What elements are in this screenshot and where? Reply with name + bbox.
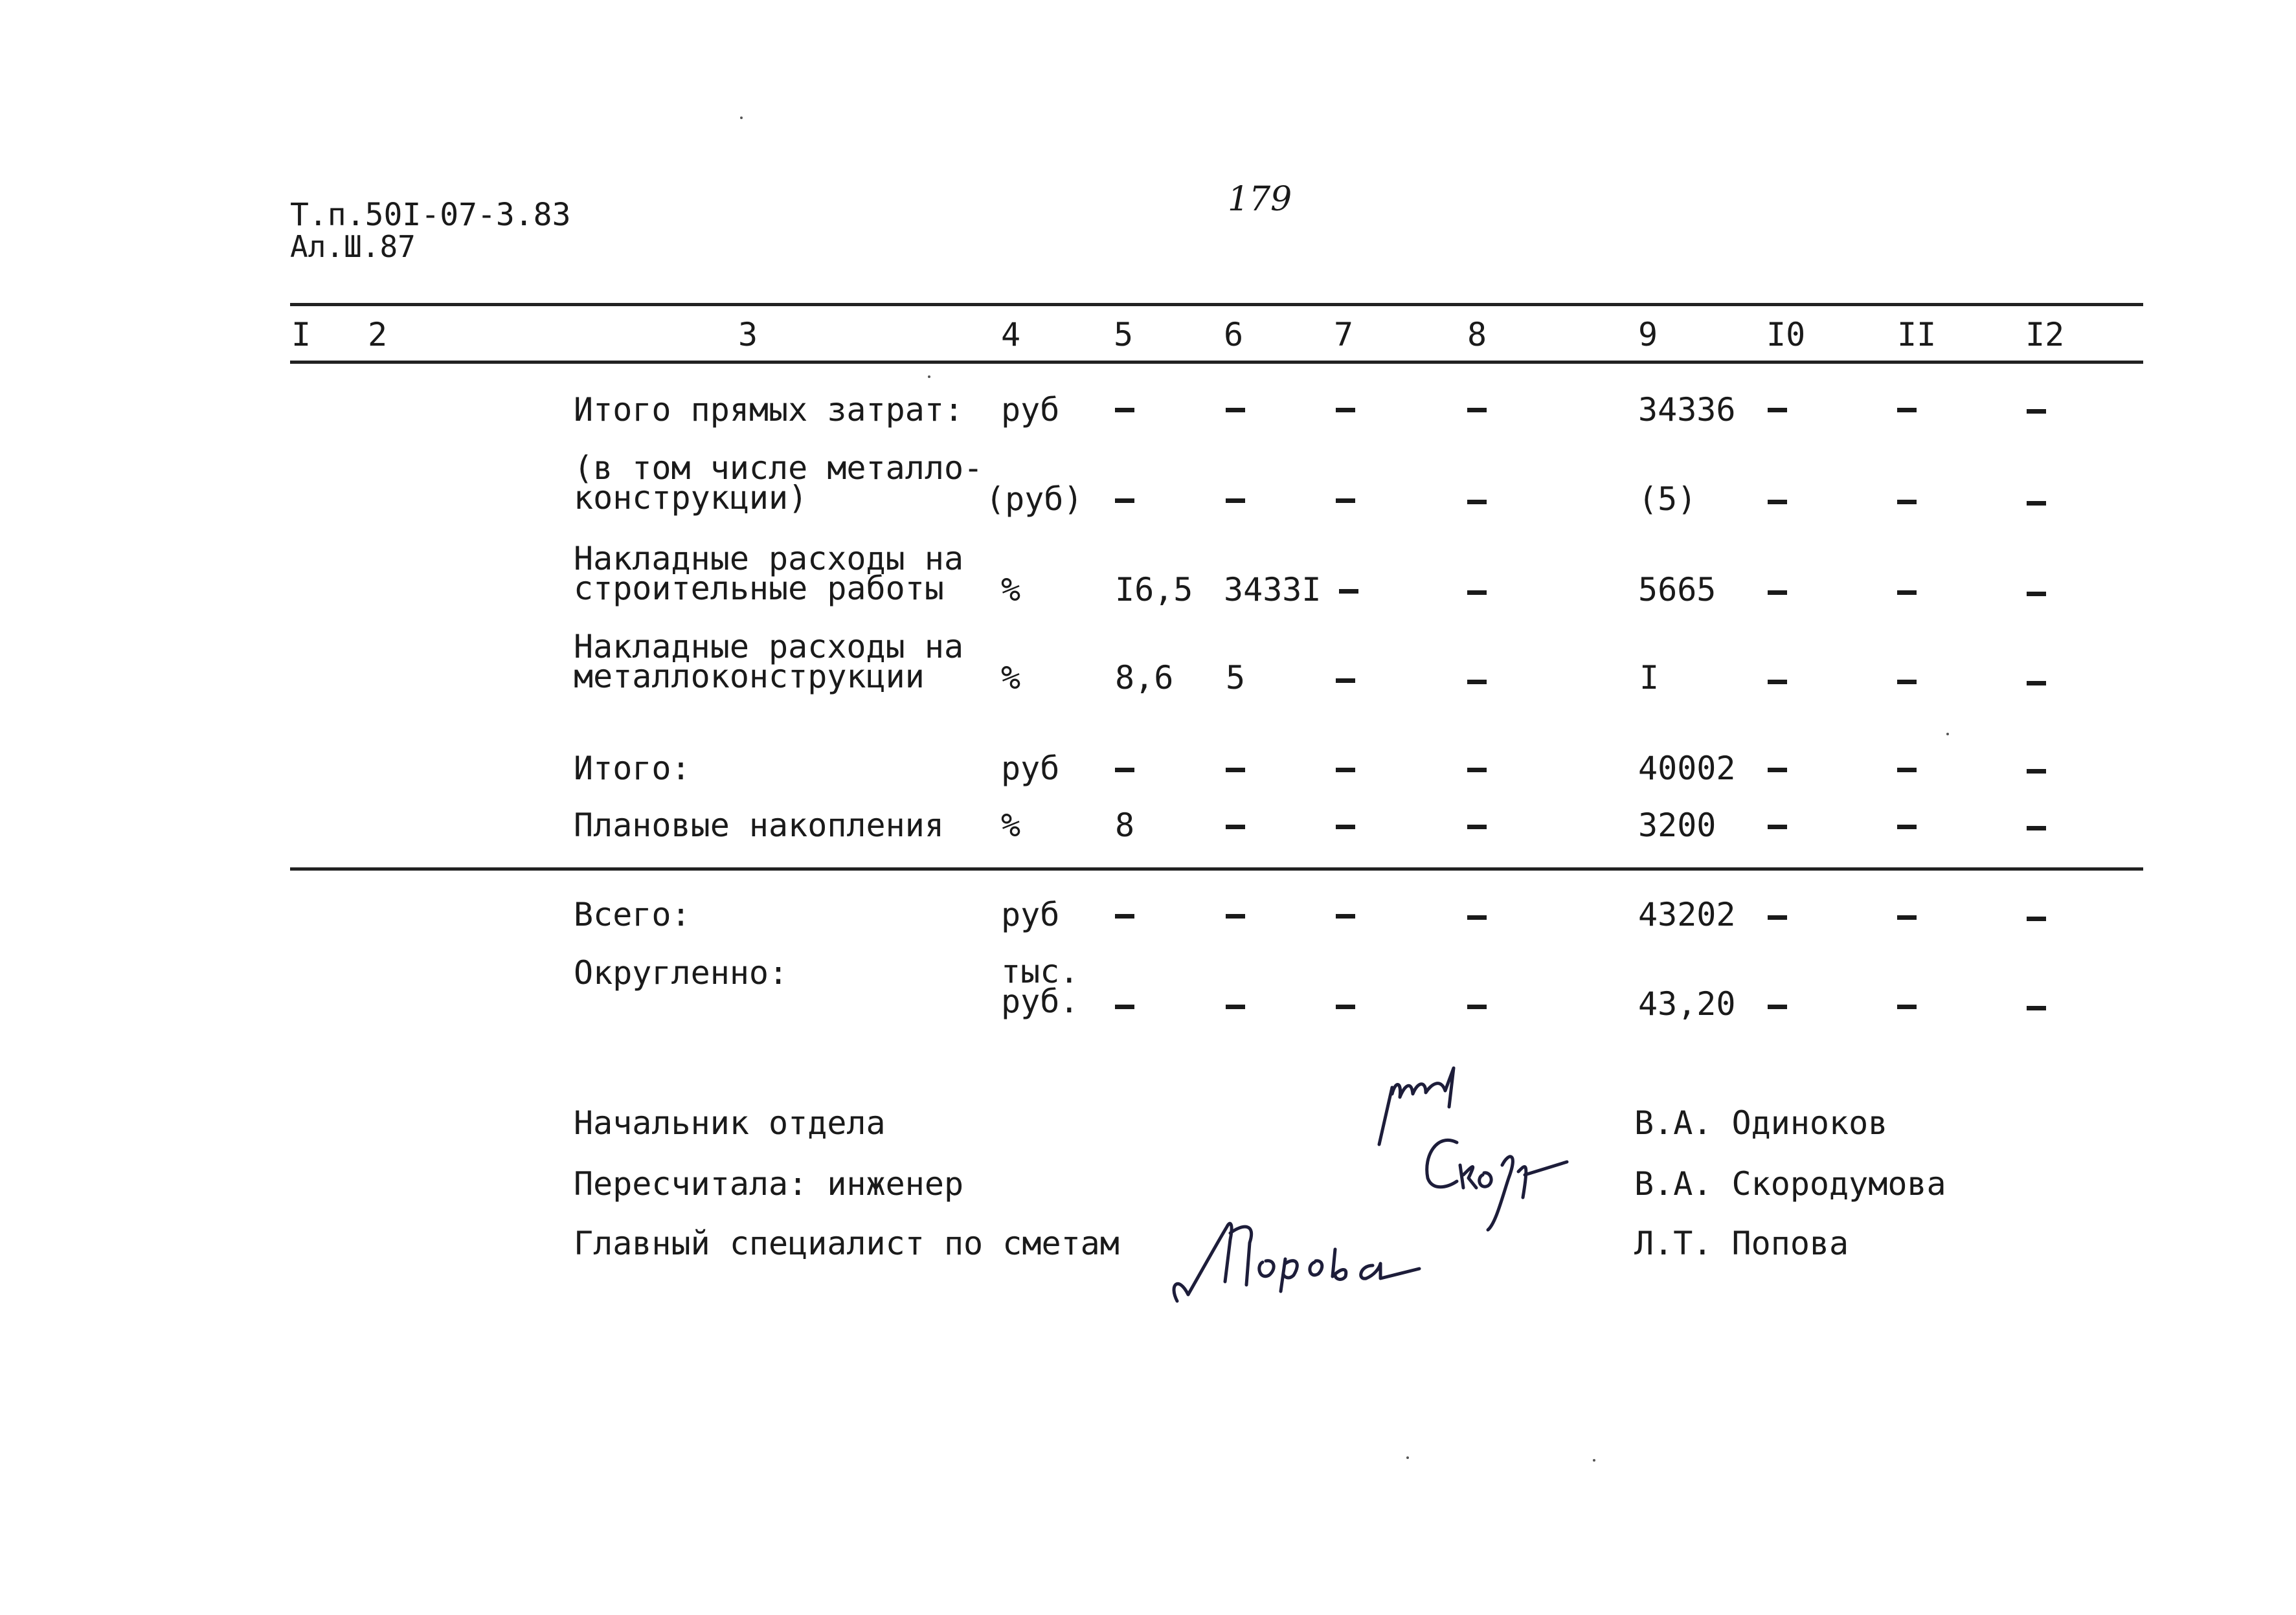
cell-dash <box>1226 825 1245 829</box>
cell-dash <box>1897 680 1917 684</box>
row-label: (в том числе металло- конструкции) <box>574 449 984 517</box>
doc-code-line1: Т.п.50I-07-3.83 <box>290 197 571 233</box>
col-header-9: 9 <box>1638 316 1658 353</box>
row-unit: тыс. руб. <box>1001 953 1079 1020</box>
cell-dash <box>1226 914 1245 919</box>
row-col5-value: I6,5 <box>1115 571 1193 608</box>
cell-dash <box>2027 1006 2046 1010</box>
col-header-5: 5 <box>1114 316 1134 353</box>
row-label: Итого прямых затрат: <box>574 391 964 429</box>
cell-dash <box>1467 915 1487 920</box>
cell-dash <box>2027 501 2046 506</box>
col-header-10: I0 <box>1766 316 1806 353</box>
row-unit: % <box>1001 571 1021 608</box>
cell-dash <box>1336 408 1355 412</box>
cell-dash <box>1897 825 1917 829</box>
cell-dash <box>1768 1005 1787 1009</box>
cell-dash <box>1226 408 1245 412</box>
page-number: 179 <box>1228 180 1292 219</box>
cell-dash <box>1467 408 1487 412</box>
col-header-3: 3 <box>738 316 758 353</box>
doc-code-line2: Ал.Ш.87 <box>290 229 416 264</box>
scan-speck <box>928 375 930 378</box>
signatory-title: Главный специалист по сметам <box>574 1225 1120 1262</box>
row-col9-value: 43202 <box>1638 896 1736 933</box>
cell-dash <box>2027 592 2046 596</box>
cell-dash <box>1336 1005 1355 1009</box>
cell-dash <box>1336 678 1355 683</box>
cell-dash <box>1768 590 1787 595</box>
cell-dash <box>1336 914 1355 919</box>
col-header-11: II <box>1897 316 1937 353</box>
row-col6-value: 5 <box>1226 659 1246 696</box>
table-top-rule <box>290 303 2143 306</box>
row-label: Всего: <box>574 896 691 933</box>
cell-dash <box>1768 915 1787 920</box>
cell-dash <box>1467 1005 1487 1009</box>
row-label: Плановые накопления <box>574 807 944 844</box>
cell-dash <box>1768 680 1787 684</box>
cell-dash <box>1115 408 1134 412</box>
row-col9-value: 43,20 <box>1638 985 1736 1023</box>
cell-dash <box>1768 768 1787 772</box>
row-col9-value: 40002 <box>1638 750 1736 787</box>
row-col9-value: 5665 <box>1638 571 1716 608</box>
cell-dash <box>1768 825 1787 829</box>
cell-dash <box>1897 1005 1917 1009</box>
cell-dash <box>1768 408 1787 412</box>
cell-dash <box>1467 500 1487 504</box>
cell-dash <box>1226 1005 1245 1009</box>
col-header-6: 6 <box>1224 316 1244 353</box>
handwritten-signature-2 <box>1412 1126 1580 1236</box>
scan-speck <box>1946 733 1949 735</box>
cell-dash <box>1336 768 1355 772</box>
signatory-name: Л.Т. Попова <box>1634 1225 1849 1262</box>
col-header-4: 4 <box>1001 316 1021 353</box>
row-col9-value: 34336 <box>1638 391 1736 429</box>
scan-speck <box>740 117 743 119</box>
cell-dash <box>1897 768 1917 772</box>
row-unit: руб <box>1001 750 1060 787</box>
row-label: Округленно: <box>574 954 789 992</box>
scan-speck <box>1406 1456 1409 1459</box>
cell-dash <box>1226 768 1245 772</box>
row-unit: руб <box>1001 391 1060 429</box>
scan-speck <box>1593 1459 1595 1462</box>
signatory-name: В.А. Одиноков <box>1634 1104 1888 1142</box>
col-header-1: I <box>291 316 311 353</box>
cell-dash <box>1768 500 1787 504</box>
row-col6-value: 3433I <box>1224 571 1322 608</box>
cell-dash <box>2027 681 2046 685</box>
row-unit: % <box>1001 659 1021 696</box>
cell-dash <box>1226 498 1245 503</box>
signatory-title: Начальник отдела <box>574 1104 886 1142</box>
row-col9-value: I <box>1639 659 1660 696</box>
col-header-2: 2 <box>368 316 388 353</box>
cell-dash <box>1467 825 1487 829</box>
cell-dash <box>1897 590 1917 595</box>
row-col9-value: (5) <box>1638 480 1697 518</box>
cell-dash <box>2027 826 2046 830</box>
cell-dash <box>1897 500 1917 504</box>
row-unit: руб <box>1001 896 1060 933</box>
cell-dash <box>1336 498 1355 503</box>
cell-dash <box>1467 680 1487 684</box>
table-header-rule <box>290 361 2143 364</box>
cell-dash <box>1115 768 1134 772</box>
col-header-7: 7 <box>1334 316 1354 353</box>
row-label: Накладные расходы на металлоконструкции <box>574 628 964 695</box>
cell-dash <box>2027 917 2046 921</box>
cell-dash <box>1897 915 1917 920</box>
row-label: Итого: <box>574 750 691 787</box>
cell-dash <box>1115 1005 1134 1009</box>
handwritten-signature-3 <box>1165 1204 1424 1308</box>
row-col5-value: 8 <box>1115 807 1135 844</box>
cell-dash <box>2027 769 2046 774</box>
cell-dash <box>1115 914 1134 919</box>
table-total-rule <box>290 867 2143 871</box>
cell-dash <box>1467 768 1487 772</box>
signatory-title: Пересчитала: инженер <box>574 1165 964 1203</box>
row-unit: % <box>1001 807 1021 844</box>
col-header-8: 8 <box>1467 316 1487 353</box>
row-label: Накладные расходы на строительные работы <box>574 540 964 607</box>
row-col9-value: 3200 <box>1638 807 1716 844</box>
cell-dash <box>1115 498 1134 503</box>
col-header-12: I2 <box>2025 316 2065 353</box>
row-unit: (руб) <box>985 480 1083 518</box>
cell-dash <box>1336 825 1355 829</box>
row-col5-value: 8,6 <box>1115 659 1174 696</box>
cell-dash <box>2027 409 2046 414</box>
cell-dash <box>1897 408 1917 412</box>
signatory-name: В.А. Скородумова <box>1634 1165 1946 1203</box>
cell-dash <box>1339 589 1358 594</box>
cell-dash <box>1467 590 1487 595</box>
